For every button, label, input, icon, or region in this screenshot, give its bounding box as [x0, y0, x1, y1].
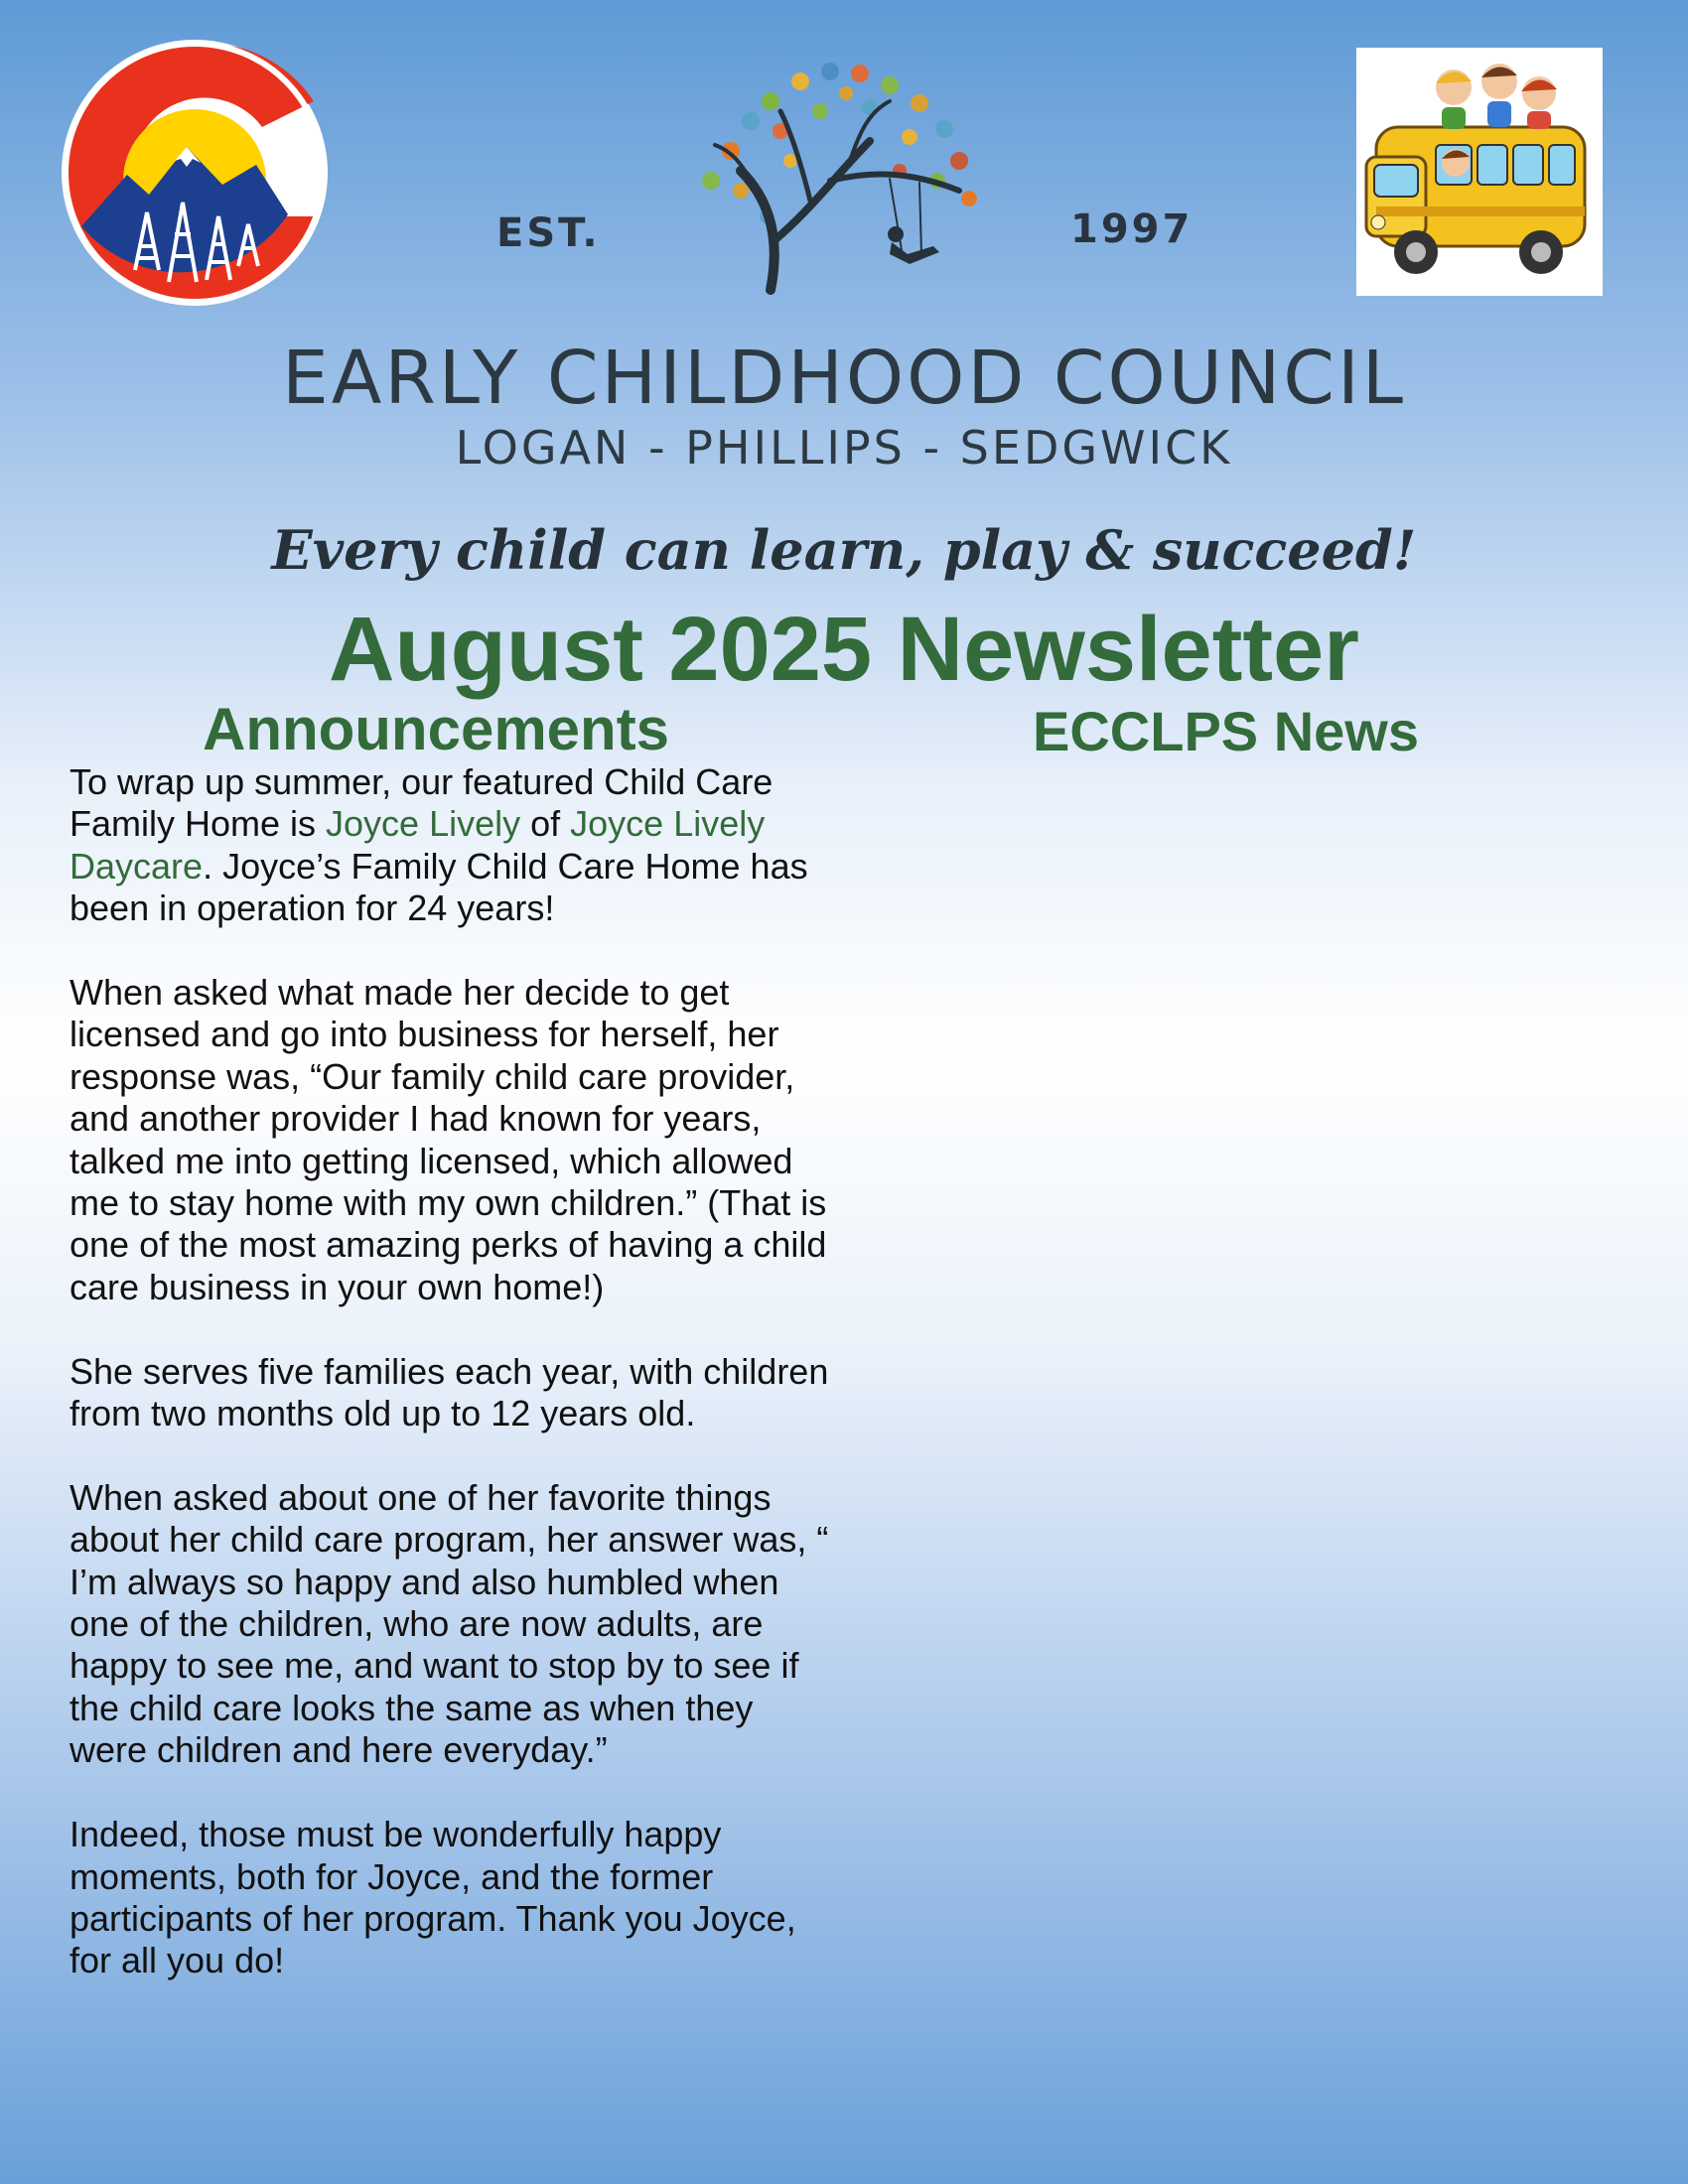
provider-name: Joyce Lively [326, 803, 521, 845]
announcements-heading: Announcements [203, 696, 670, 762]
announcements-body [70, 761, 834, 2024]
tagline: Every child can learn, play & succeed! [271, 518, 1417, 582]
paragraph-text: of [520, 803, 571, 845]
ecclps-news-heading: ECCLPS News [1033, 700, 1419, 762]
bus-picture [1356, 48, 1603, 296]
announcement-paragraph: She serves five families each year, with children from two months old up to 12 years old. [70, 1350, 829, 1434]
paragraph-text: To wrap up summer, our featured Child Care Family Home is [70, 761, 774, 845]
organization-name: EARLY CHILDHOOD COUNCIL [281, 336, 1407, 421]
paragraph-text: . Joyce’s Family Child Care Home has been in operation for 24 years! [70, 845, 808, 929]
newsletter-title: August 2025 Newsletter [329, 599, 1359, 700]
school-bus-icon [1356, 48, 1603, 296]
business-name: Joyce Lively Daycare [70, 803, 766, 887]
announcement-paragraph: When asked what made her decide to get licensed and go into business for herself, her response was, “Our family child care provider, and another provider I had known for years, talked me into getting licensed, which allowed me to stay home with my own children.” (That is one of the most amazing perks of having a child care business in your own home!) [70, 972, 827, 1307]
established-year: 1997 [1070, 206, 1194, 252]
announcement-paragraph: When asked about one of her favorite things about her child care program, her answer was, “ I’m always so happy and also humbled when one of the children, who are now adults, are happy to see me, and want to stop by to see if the child care looks the same as when they were children and here everyday.” [70, 1476, 829, 1771]
tree-swing-logo-icon [671, 42, 1009, 338]
colorado-logo-icon [58, 36, 332, 310]
organization-counties: LOGAN - PHILLIPS - SEDGWICK [455, 421, 1233, 475]
est-label: EST. [496, 210, 601, 256]
announcement-paragraph [70, 761, 834, 930]
announcement-paragraph: Indeed, those must be wonderfully happy moments, both for Joyce, and the former participants of her program. Thank you Joyce, for all you do! [70, 1814, 796, 1981]
